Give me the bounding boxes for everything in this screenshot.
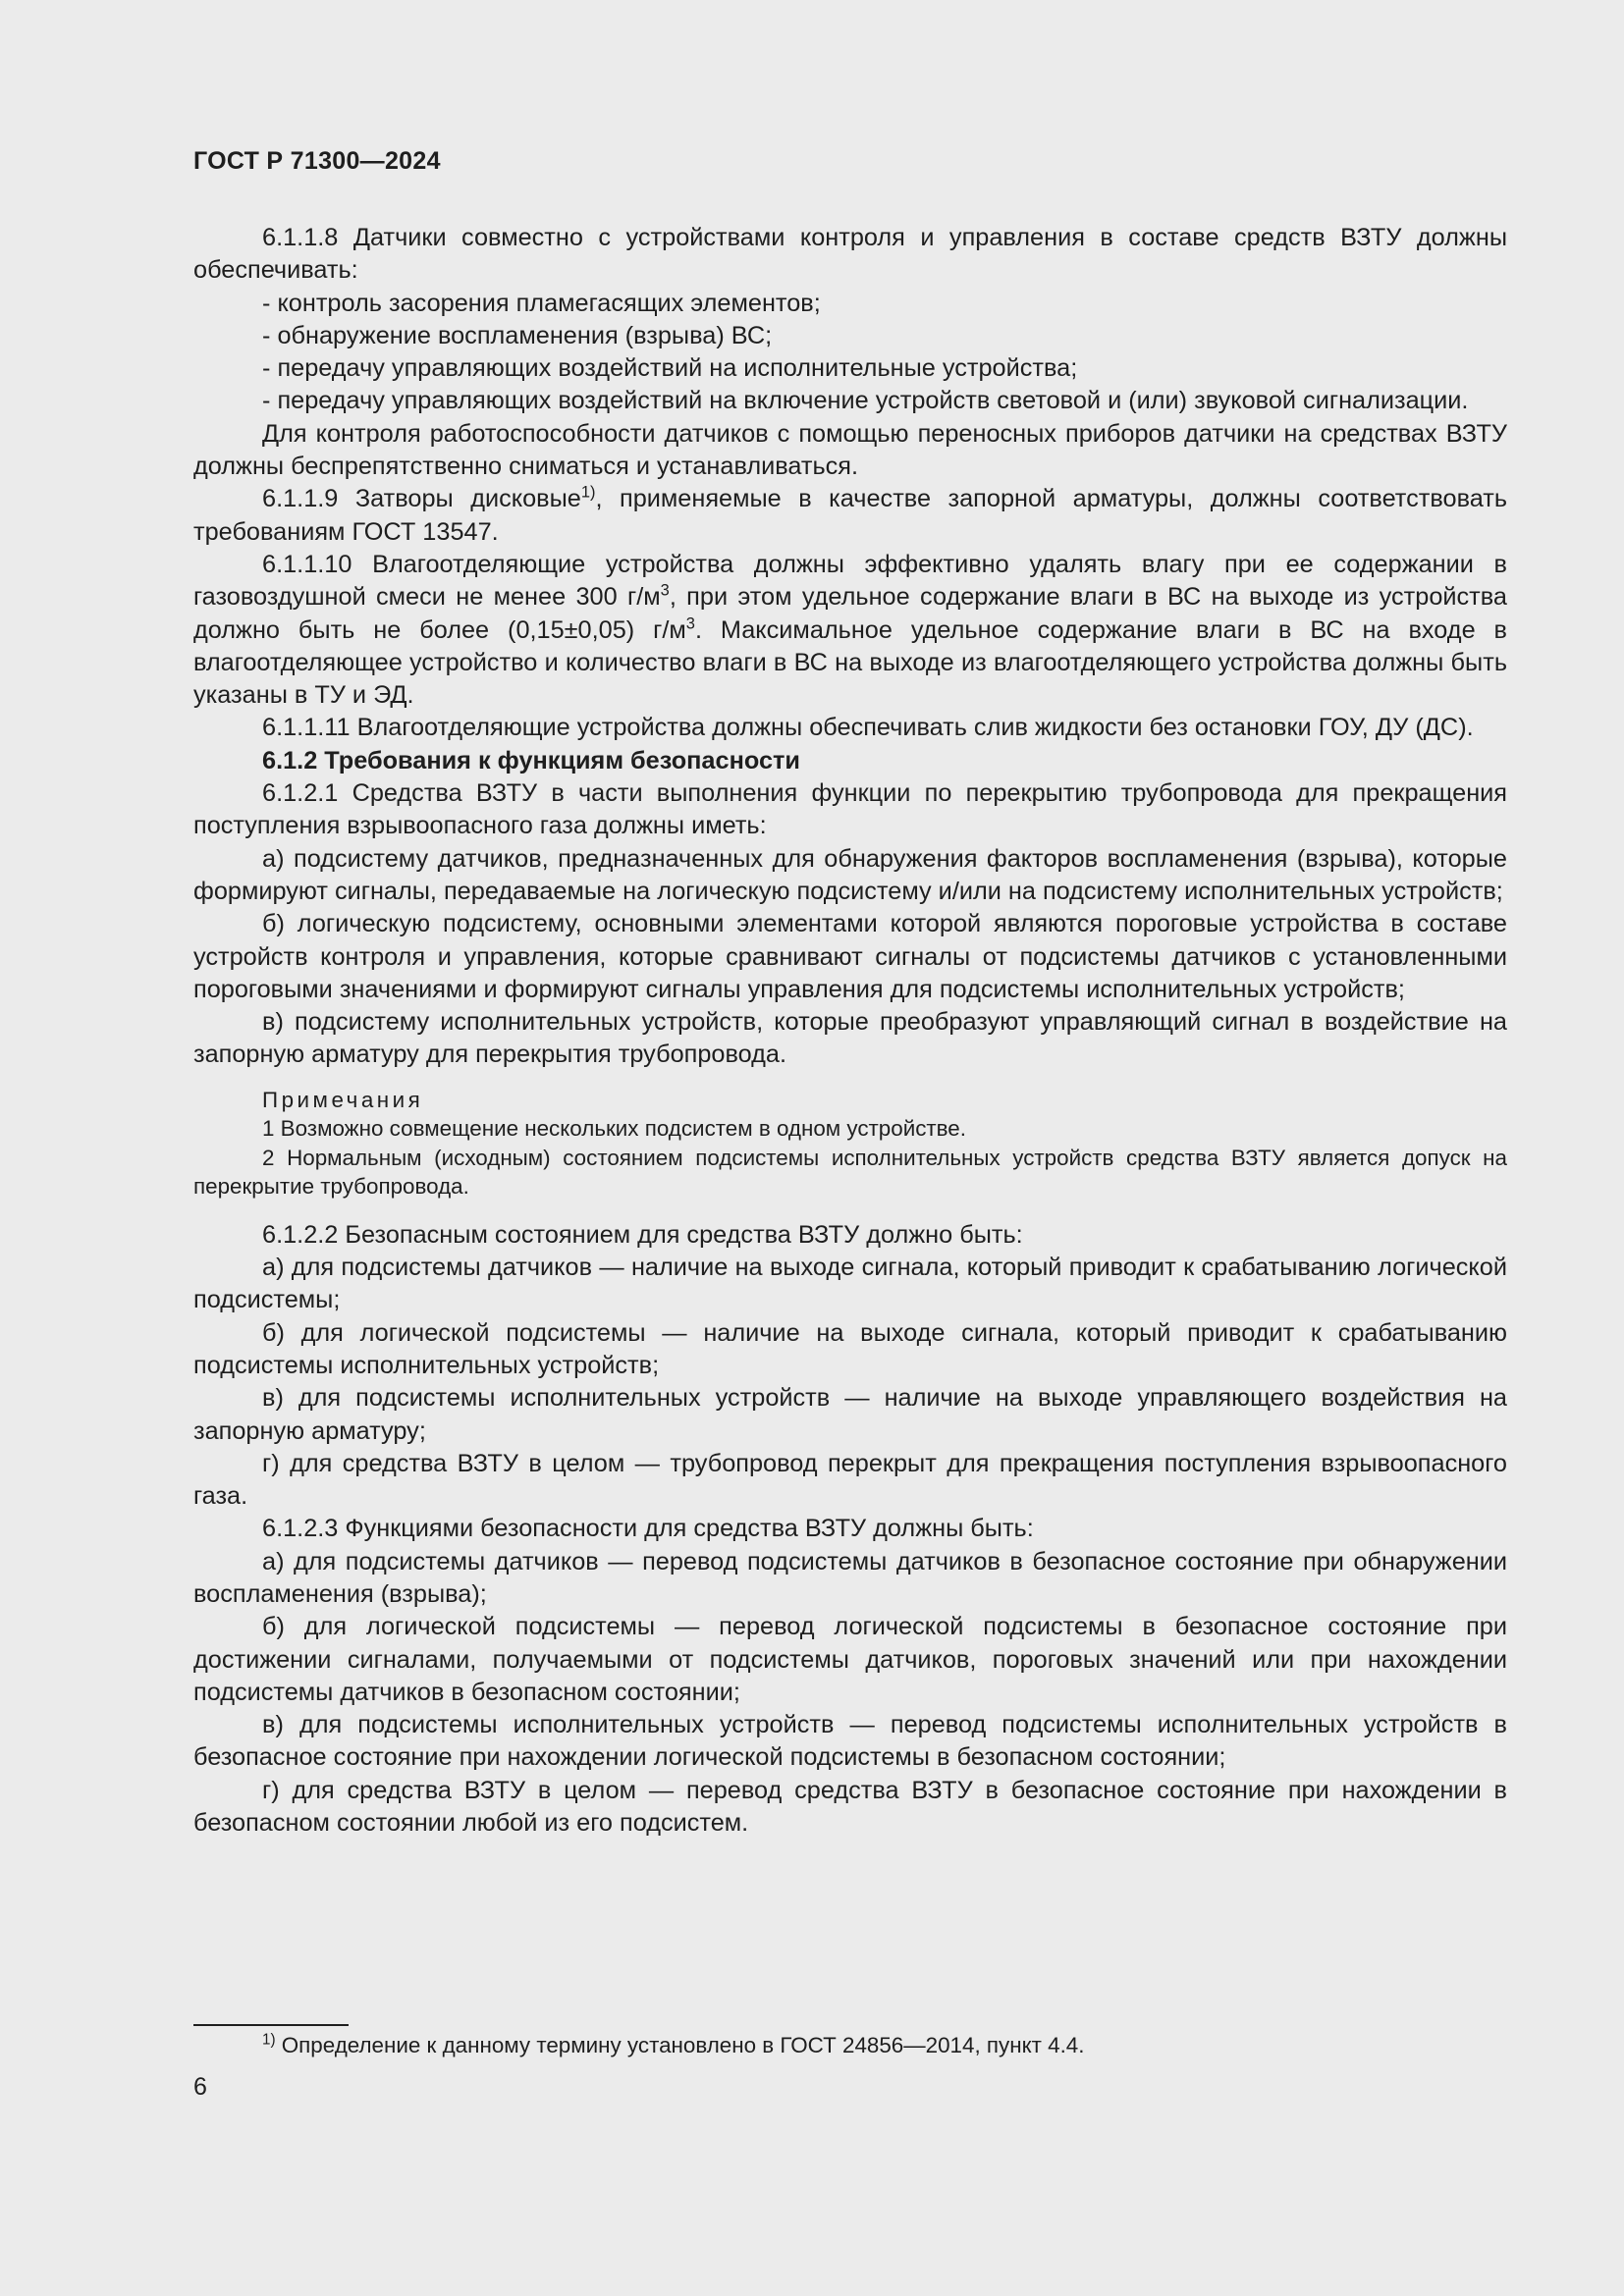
list-item: г) для средства ВЗТУ в целом — трубопровод перекрыт для прекращения поступления взрывоопасного газа.	[193, 1449, 1507, 1511]
document-header: ГОСТ Р 71300—2024	[193, 147, 441, 175]
section-heading-6-1-2: 6.1.2 Требования к функциям безопасности	[262, 746, 800, 774]
superscript: 3	[660, 581, 670, 600]
list-item: в) для подсистемы исполнительных устройств — наличие на выходе управляющего воздействия на запорную арматуру;	[193, 1384, 1507, 1445]
paragraph-sensor-check: Для контроля работоспособности датчиков с помощью переносных приборов датчики на средствах ВЗТУ должны беспрепятственно сниматься и устанавливаться.	[193, 419, 1507, 481]
footnote	[193, 2031, 1507, 2060]
clause-6-1-2-2: 6.1.2.2 Безопасным состоянием для средства ВЗТУ должно быть:	[262, 1220, 1023, 1249]
footnote-divider	[193, 2024, 349, 2026]
list-item: в) для подсистемы исполнительных устройств — перевод подсистемы исполнительных устройств в безопасное состояние при нахождении логической подсистемы в безопасном состоянии;	[193, 1711, 1507, 1772]
list-item: а) подсистему датчиков, предназначенных для обнаружения факторов воспламенения (взрыва), которые формируют сигналы, передаваемые на логическую подсистему и/или на подсистему исполнительных устройств;	[193, 844, 1507, 905]
clause-6-1-2-3: 6.1.2.3 Функциями безопасности для средства ВЗТУ должны быть:	[262, 1515, 1034, 1543]
note-item: 2 Нормальным (исходным) состоянием подсистемы исполнительных устройств средства ВЗТУ является допуск на перекрытие трубопровода.	[193, 1145, 1507, 1200]
footnote-ref: 1)	[580, 483, 596, 502]
list-item: - контроль засорения пламегасящих элементов;	[262, 289, 821, 317]
list-item: а) для подсистемы датчиков — перевод подсистемы датчиков в безопасное состояние при обнаружении воспламенения (взрыва);	[193, 1547, 1507, 1608]
footnote-text: Определение к данному термину установлено в ГОСТ 24856—2014, пункт 4.4.	[275, 2033, 1085, 2057]
notes-block	[193, 1086, 1507, 1201]
list-item: б) для логической подсистемы — перевод логической подсистемы в безопасное состояние при достижении сигналами, получаемыми от подсистемы датчиков, пороговых значений или при нахождении подсистемы датчиков в безопасном состоянии;	[193, 1613, 1507, 1706]
page-number: 6	[193, 2073, 207, 2101]
list-item: а) для подсистемы датчиков — наличие на выходе сигнала, который приводит к срабатыванию логической подсистемы;	[193, 1254, 1507, 1314]
clause-6-1-1-11: 6.1.1.11 Влагоотделяющие устройства должны обеспечивать слив жидкости без остановки ГОУ, ДУ (ДС).	[262, 714, 1474, 742]
notes-title: Примечания	[262, 1087, 424, 1112]
list-item: - передачу управляющих воздействий на включение устройств световой и (или) звуковой сигнализации.	[262, 387, 1469, 415]
list-item: б) логическую подсистему, основными элементами которой являются пороговые устройства в составе устройств контроля и управления, которые сравнивают сигналы от подсистемы датчиков с установленными пороговыми значениями и формируют сигналы управления для подсистемы исполнительных устройств;	[193, 910, 1507, 1003]
clause-6-1-1-8: 6.1.1.8 Датчики совместно с устройствами контроля и управления в составе средств ВЗТУ должны обеспечивать:	[193, 224, 1507, 285]
list-item: г) для средства ВЗТУ в целом — перевод средства ВЗТУ в безопасное состояние при нахождении в безопасном состоянии любой из его подсистем.	[193, 1776, 1507, 1838]
list-item: - обнаружение воспламенения (взрыва) ВС;	[262, 321, 773, 349]
superscript: 3	[685, 614, 695, 633]
clause-text: 6.1.1.10 Влагоотделяющие устройства должны эффективно удалять влагу при ее содержании в газовоздушной смеси не менее 300 г/м	[193, 550, 1507, 612]
list-item: в) подсистему исполнительных устройств, которые преобразуют управляющий сигнал в воздействие на запорную арматуру для перекрытия трубопровода.	[193, 1008, 1507, 1069]
clause-6-1-1-9	[193, 483, 1507, 549]
note-item: 1 Возможно совмещение нескольких подсистем в одном устройстве.	[262, 1116, 966, 1142]
footnote-marker: 1)	[262, 2031, 276, 2049]
clause-text: 6.1.1.9 Затворы дисковые	[262, 485, 581, 513]
clause-6-1-2-1: 6.1.2.1 Средства ВЗТУ в части выполнения функции по перекрытию трубопровода для прекращения поступления взрывоопасного газа должны иметь:	[193, 779, 1507, 840]
clause-6-1-1-10	[193, 549, 1507, 712]
clause-text: . Максимальное удельное содержание влаги в ВС на входе в влагоотделяющее устройство и количество влаги в ВС на выходе из влагоотделяющего устройства должны быть указаны в ТУ и ЭД.	[193, 615, 1507, 710]
clause-text: , при этом удельное содержание влаги в ВС на выходе из устройства должно быть не более (0,15±0,05) г/м	[193, 583, 1507, 644]
document-body	[193, 222, 1507, 1840]
clause-text: , применяемые в качестве запорной арматуры, должны соответствовать требованиям ГОСТ 13547.	[193, 485, 1508, 546]
list-item: б) для логической подсистемы — наличие на выходе сигнала, который приводит к срабатыванию подсистемы исполнительных устройств;	[193, 1318, 1507, 1379]
list-item: - передачу управляющих воздействий на исполнительные устройства;	[262, 354, 1078, 383]
